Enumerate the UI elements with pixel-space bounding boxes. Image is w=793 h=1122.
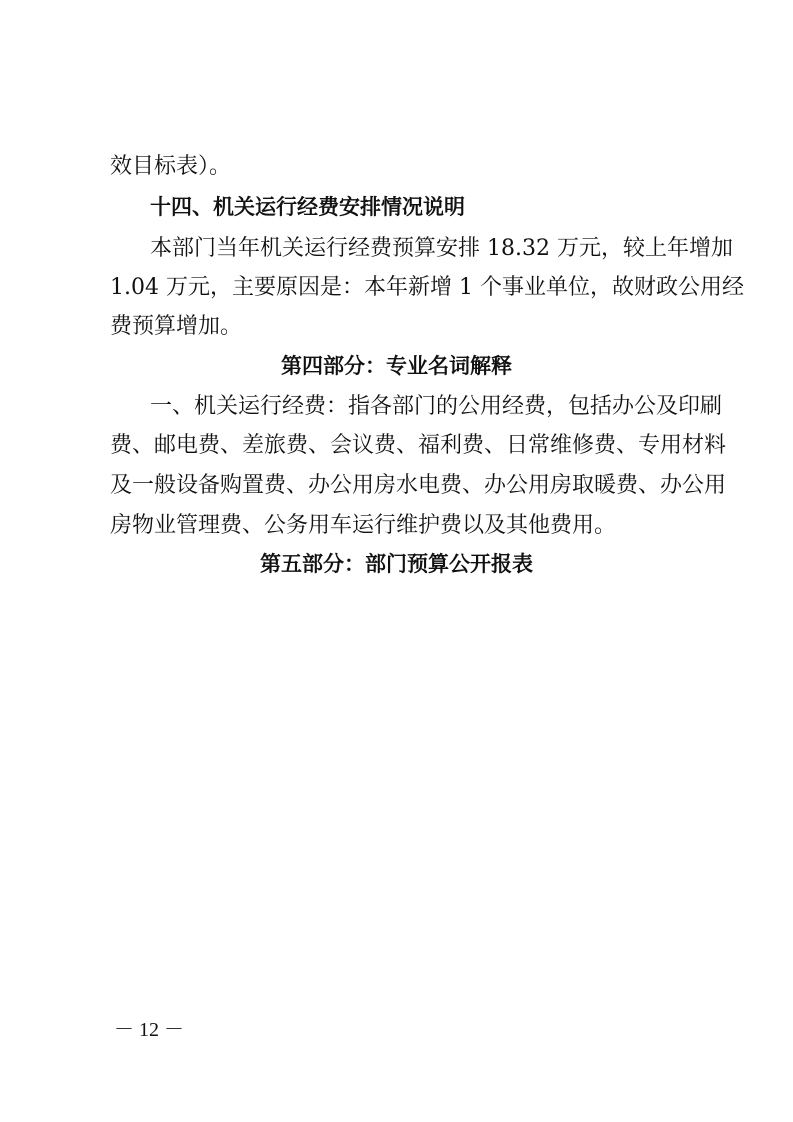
part-4-heading: 第四部分：专业名词解释	[281, 354, 512, 378]
paragraph-line: 1.04 万元，主要原因是：本年新增 1 个事业单位，故财政公用经	[110, 275, 744, 300]
part-5-heading: 第五部分：部门预算公开报表	[260, 552, 533, 576]
paragraph-line: 及一般设备购置费、办公用房水电费、办公用房取暖费、办公用	[110, 473, 727, 498]
paragraph-line: 费、邮电费、差旅费、会议费、福利费、日常维修费、专用材料	[110, 433, 727, 458]
paragraph-line: 费预算增加。	[110, 314, 243, 339]
section-14-heading: 十四、机关运行经费安排情况说明	[150, 195, 465, 219]
page-number: － 12 －	[114, 1019, 184, 1041]
continuation-text: 效目标表）。	[110, 154, 232, 179]
paragraph-line: 房物业管理费、公务用车运行维护费以及其他费用。	[110, 513, 617, 538]
paragraph-line: 一、机关运行经费：指各部门的公用经费，包括办公及印刷	[150, 394, 723, 419]
paragraph-line: 本部门当年机关运行经费预算安排 18.32 万元，较上年增加	[150, 236, 733, 261]
